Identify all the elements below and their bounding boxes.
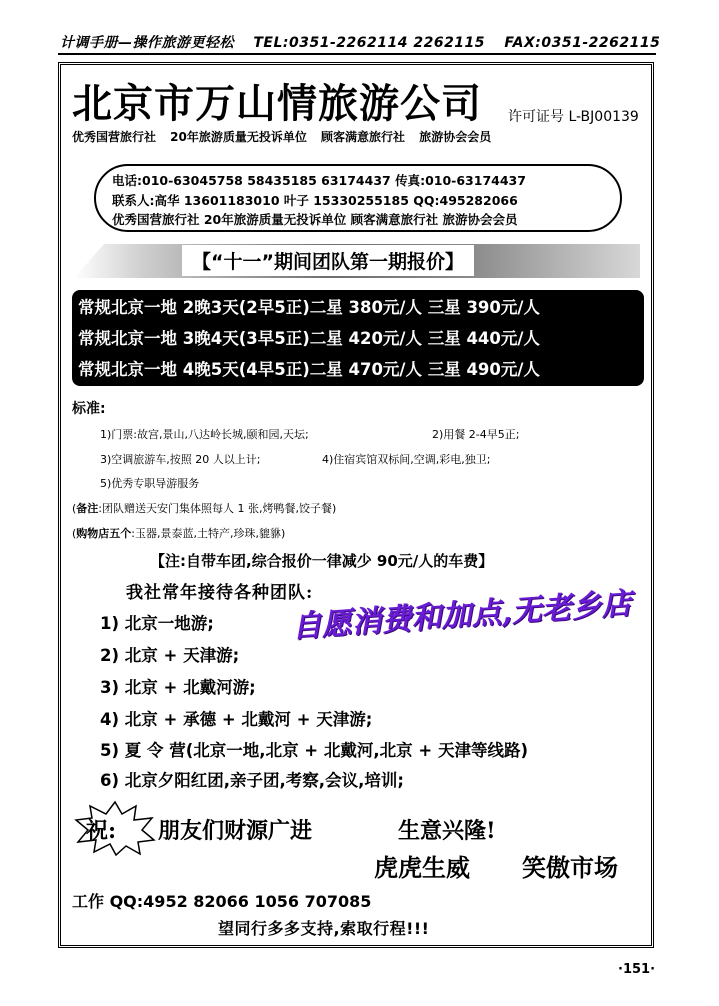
offer-banner bbox=[74, 244, 640, 278]
header-tel: TEL:0351-2262114 2262115 bbox=[253, 35, 486, 51]
standard-item-4: 4)住宿宾馆双标间,空调,彩电,独卫; bbox=[322, 453, 491, 466]
price-box bbox=[72, 290, 644, 386]
remark-label: 备注 bbox=[76, 502, 99, 515]
standard-item-3: 3)空调旅游车,按照 20 人以上计; bbox=[100, 453, 261, 466]
promo-slogan: 自愿消费和加点,无老乡店 bbox=[290, 586, 633, 645]
page-header bbox=[60, 32, 661, 52]
shops-note: (购物店五个:玉器,景泰蓝,土特产,珍珠,貔貅) bbox=[72, 527, 286, 540]
standard-item-1: 1)门票:故宫,景山,八达岭长城,颐和园,天坛; bbox=[100, 428, 309, 441]
group-item-4: 4) 北京 + 承德 + 北戴河 + 天津游; bbox=[100, 710, 373, 729]
group-item-2: 2) 北京 + 天津游; bbox=[100, 646, 240, 665]
wish-3: 虎虎生威 bbox=[374, 853, 470, 882]
work-qq: 工作 QQ:4952 82066 1056 707085 bbox=[72, 892, 372, 911]
contact-person-line: 联系人:高华 13601183010 叶子 15330255185 QQ:495282066 bbox=[112, 193, 518, 208]
contact-phone-line: 电话:010-63045758 58435185 63174437 传真:010-63174437 bbox=[112, 173, 526, 188]
banner-title: 【“十一”期间团队第一期报价】 bbox=[182, 245, 474, 276]
price-line-1: 常规北京一地 2晚3天(2早5正)二星 380元/人 三星 390元/人 bbox=[78, 298, 540, 317]
contact-honors-line: 优秀国营旅行社 20年旅游质量无投诉单位 顾客满意旅行社 旅游协会会员 bbox=[112, 212, 518, 227]
wish-4: 笑傲市场 bbox=[522, 853, 618, 882]
price-line-3: 常规北京一地 4晚5天(4早5正)二星 470元/人 三星 490元/人 bbox=[78, 360, 540, 379]
closing-line: 望同行多多支持,索取行程!!! bbox=[218, 919, 430, 938]
groups-heading: 我社常年接待各种团队: bbox=[126, 583, 314, 603]
remark-note: (备注:团队赠送天安门集体照每人 1 张,烤鸭餐,饺子餐) bbox=[72, 502, 337, 515]
license-number: 许可证号 L-BJ00139 bbox=[508, 109, 639, 125]
header-fax: FAX:0351-2262115 bbox=[504, 35, 661, 51]
wish-1: 朋友们财源广进 bbox=[158, 818, 313, 844]
header-tagline: 计调手册—操作旅游更轻松 bbox=[60, 35, 234, 51]
shops-label: 购物店五个 bbox=[76, 527, 132, 540]
standard-item-5: 5)优秀专职导游服务 bbox=[100, 477, 200, 490]
company-name: 北京市万山情旅游公司 bbox=[72, 80, 482, 127]
group-item-6: 6) 北京夕阳红团,亲子团,考察,会议,培训; bbox=[100, 771, 404, 790]
remark-text: :团队赠送天安门集体照每人 1 张,烤鸭餐,饺子餐) bbox=[98, 502, 337, 515]
group-item-3: 3) 北京 + 北戴河游; bbox=[100, 678, 256, 697]
wish-zhu: 祝: bbox=[86, 818, 117, 844]
wish-2: 生意兴隆! bbox=[398, 818, 496, 844]
standard-item-2: 2)用餐 2-4早5正; bbox=[432, 428, 520, 441]
contact-box bbox=[94, 164, 622, 232]
shops-text: :玉器,景泰蓝,土特产,珍珠,貔貅) bbox=[131, 527, 286, 540]
standard-heading: 标准: bbox=[72, 401, 106, 417]
page-number: ·151· bbox=[618, 962, 656, 977]
group-item-5: 5) 夏 令 营(北京一地,北京 + 北戴河,北京 + 天津等线路) bbox=[100, 741, 529, 760]
price-line-2: 常规北京一地 3晚4天(3早5正)二星 420元/人 三星 440元/人 bbox=[78, 329, 540, 348]
self-car-note: 【注:自带车团,综合报价一律减少 90元/人的车费】 bbox=[150, 552, 494, 570]
group-item-1: 1) 北京一地游; bbox=[100, 614, 214, 633]
company-honors: 优秀国营旅行社 20年旅游质量无投诉单位 顾客满意旅行社 旅游协会会员 bbox=[72, 130, 492, 144]
header-divider bbox=[58, 53, 656, 55]
